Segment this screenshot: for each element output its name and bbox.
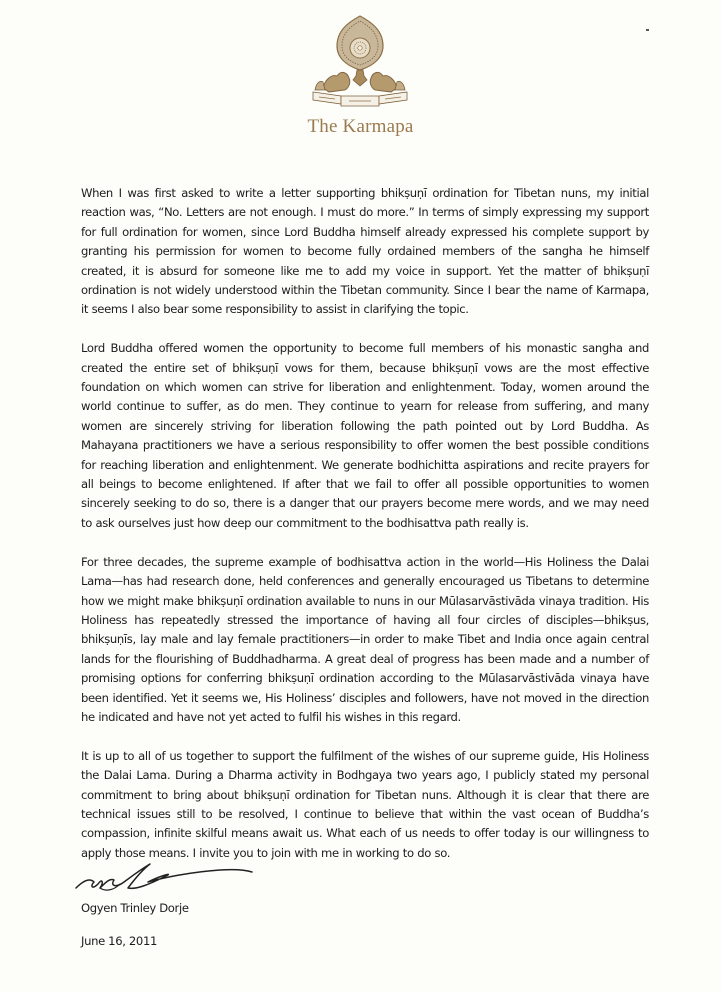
signature-icon bbox=[70, 848, 260, 898]
karmapa-emblem-icon bbox=[305, 12, 415, 112]
paragraph-3: For three decades, the supreme example of bodhisattva action in the world—His Holiness the Dalai Lama—has had research done, held conferences and generally encouraged us Tibetans to determine how we might make bhikṣuṇī ordination available to nuns in our Mūlasarvāstivāda vinaya tradition. His Holiness has repeatedly stressed the importance of having all four circles of disciples—bhikṣus, bhikṣuṇīs, lay male and lay female practitioners—in order to make Tibet and India once again central lands for the flourishing of Buddhadharma. A great deal of progress has been made and a number of promising options for conferring bhikṣuṇī ordination according to the Mūlasarvāstivāda vinaya have been identified. Yet it seems we, His Holiness’ disciples and followers, have not moved in the direction he indicated and have not yet acted to fulfil his wishes in this regard. bbox=[81, 554, 649, 724]
signer-name: Ogyen Trinley Dorje bbox=[81, 901, 189, 915]
paragraph-1: When I was first asked to write a letter supporting bhikṣuṇī ordination for Tibetan nuns, my initial reaction was, “No. Letters are not enough. I must do more.” In terms of simply expressing my support for full ordination for women, since Lord Buddha himself already expressed his complete support by granting his permission for women to become fully ordained members of the sangha he himself created, it is absurd for someone like me to add my voice in support. Yet the matter of bhikṣuṇī ordination is not widely understood within the Tibetan community. Since I bear the name of Karmapa, it seems I also bear some responsibility to assist in clarifying the topic. bbox=[81, 186, 649, 317]
letterhead-title: The Karmapa bbox=[307, 116, 414, 137]
scan-speck bbox=[646, 29, 649, 31]
letter-body bbox=[81, 184, 649, 883]
paragraph-4: It is up to all of us together to support the fulfilment of the wishes of our supreme guide, His Holiness the Dalai Lama. During a Dharma activity in Bodhgaya two years ago, I publicly stated my personal commitment to bring about bhikṣuṇī ordination for Tibetan nuns. Although it is clear that there are technical issues still to be resolved, I continue to believe that within the vast ocean of Buddha’s compassion, infinite skilful means await us. What each of us needs to offer today is our willingness to apply those means. I invite you to join with me in working to do so. bbox=[81, 748, 649, 860]
paragraph-2: Lord Buddha offered women the opportunity to become full members of his monastic sangha and created the entire set of bhikṣuṇī vows for them, because bhikṣuṇī vows are the most effective foundation on which women can strive for liberation and enlightenment. Today, women around the world continue to suffer, as do men. They continue to yearn for release from suffering, and many women are sincerely striving for liberation following the path pointed out by Lord Buddha. As Mahayana practitioners we have a serious responsibility to offer women the best possible conditions for reaching liberation and enlightenment. We generate bodhichitta aspirations and recite prayers for all beings to become enlightened. If after that we fail to offer all possible opportunities to women sincerely seeking to do so, there is a danger that our prayers become mere words, and we may need to ask ourselves just how deep our commitment to the bodhisattva path really is. bbox=[81, 341, 649, 530]
letter-date: June 16, 2011 bbox=[81, 934, 158, 948]
